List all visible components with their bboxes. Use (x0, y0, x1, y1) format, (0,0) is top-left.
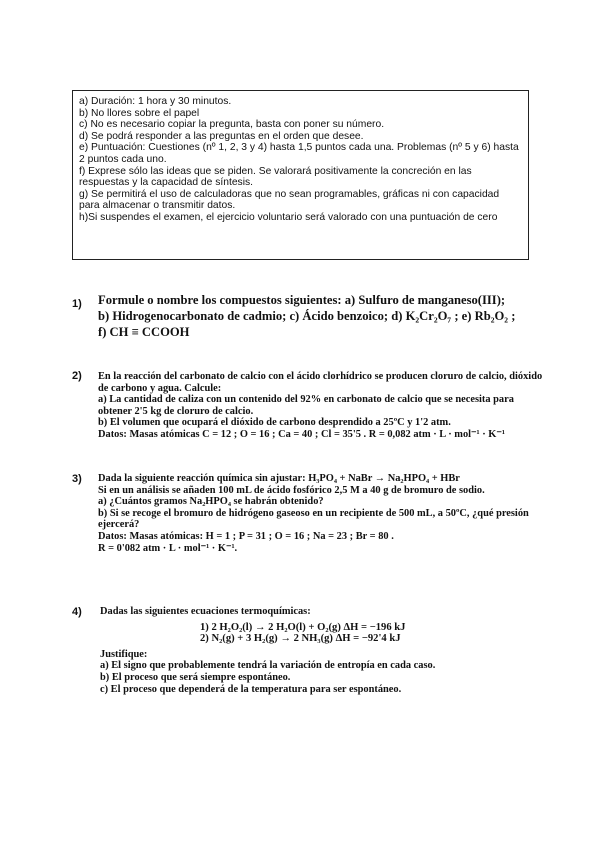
question-3-line: Si en un análisis se añaden 100 mL de ácido fosfórico 2,5 M a 40 g de bromuro de sodio. (98, 484, 485, 496)
question-4-number: 4) (72, 606, 82, 618)
exam-instructions-box (72, 90, 529, 260)
question-4 (100, 606, 540, 695)
instruction-h: h)Si suspendes el examen, el ejercicio voluntario será valorado con una puntuación de cero (79, 211, 498, 223)
question-2-line: Datos: Masas atómicas C = 12 ; O = 16 ; Ca = 40 ; Cl = 35'5 . R = 0,082 atm · L · mol⁻¹ · K⁻¹ (98, 428, 505, 440)
question-3-line: b) Si se recoge el bromuro de hidrógeno gaseoso en un recipiente de 500 mL, a 50ºC, ¿qué presión ejercerá? (98, 507, 529, 531)
instruction-a: a) Duración: 1 hora y 30 minutos. (79, 96, 232, 107)
thermochemical-equation-1: 1) 2 H₂O₂(l) → 2 H₂O(l) + O₂(g) ΔH = −196 kJ (200, 621, 406, 633)
question-2-line: a) La cantidad de caliza con un contenido del 92% en carbonato de calcio que se necesita para obtener 2'5 kg de cloruro de calcio. (98, 394, 514, 417)
question-3-line: Dada la siguiente reacción química sin ajustar: H₃PO₄ + NaBr → Na₂HPO₄ + HBr (98, 473, 460, 484)
question-3 (98, 473, 550, 554)
question-4-line: a) El signo que probablemente tendrá la variación de entropía en cada caso. (100, 660, 436, 672)
question-1-line: b) Hidrogenocarbonato de cadmio; c) Ácido benzoico; d) K₂Cr₂O₇ ; e) Rb₂O₂ ; (98, 309, 516, 323)
instruction-g: g) Se permitirá el uso de calculadoras que no sean programables, gráficas ni con capacidad para almacenar o transmitir datos. (79, 188, 500, 212)
question-3-line: Datos: Masas atómicas: H = 1 ; P = 31 ; O = 16 ; Na = 23 ; Br = 80 . (98, 530, 394, 542)
instruction-f: f) Exprese sólo las ideas que se piden. Se valorará positivamente la concreción en las respuestas y la capacidad de síntesis. (79, 165, 472, 189)
instruction-d: d) Se podrá responder a las preguntas en el orden que desee. (79, 130, 364, 142)
question-3-number: 3) (72, 473, 82, 485)
question-1-number: 1) (72, 298, 82, 310)
question-1 (98, 292, 538, 340)
question-4-intro: Dadas las siguientes ecuaciones termoquímicas: (100, 606, 311, 617)
instruction-e: e) Puntuación: Cuestiones (nº 1, 2, 3 y 4) hasta 1,5 puntos cada una. Problemas (nº 5 y 6) hasta 2 puntos cada uno. (79, 142, 519, 165)
instruction-c: c) No es necesario copiar la pregunta, basta con poner su número. (79, 119, 385, 131)
question-1-line: Formule o nombre los compuestos siguientes: a) Sulfuro de manganeso(III); (98, 293, 506, 307)
question-4-line: b) El proceso que será siempre espontáneo. (100, 671, 291, 683)
question-2-number: 2) (72, 370, 82, 382)
question-2-line: b) El volumen que ocupará el dióxido de carbono desprendido a 25ºC y 1'2 atm. (98, 417, 451, 429)
thermochemical-equation-2: 2) N₂(g) + 3 H₂(g) → 2 NH₃(g) ΔH = −92'4 kJ (200, 633, 401, 645)
question-3-line: a) ¿Cuántos gramos Na₂HPO₄ se habrán obtenido? (98, 496, 324, 508)
question-1-line: f) CH ≡ CCOOH (98, 325, 190, 339)
question-3-line: R = 0'082 atm · L · mol⁻¹ · K⁻¹. (98, 542, 238, 554)
question-4-line: Justifique: (100, 648, 148, 660)
instruction-b: b) No llores sobre el papel (79, 107, 200, 119)
question-4-line: c) El proceso que dependerá de la temperatura para ser espontáneo. (100, 683, 402, 695)
question-2 (98, 371, 550, 441)
question-2-line: En la reacción del carbonato de calcio con el ácido clorhídrico se producen cloruro de calcio, dióxido de carbono y agua. Calcule: (98, 371, 543, 394)
